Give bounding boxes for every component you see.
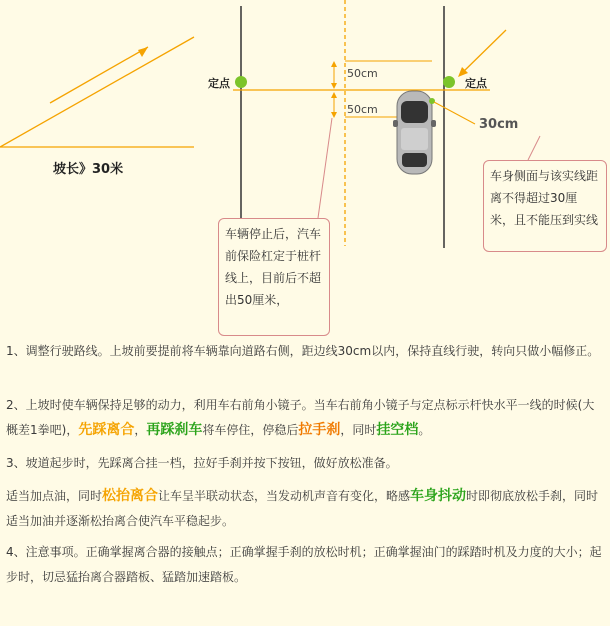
step-2-highlight-clutch: 先踩离合 bbox=[78, 422, 135, 438]
callout-stop-pointer bbox=[318, 118, 332, 218]
step-2-highlight-neutral: 挂空档 bbox=[376, 422, 419, 438]
slope-arrow-head bbox=[138, 47, 148, 57]
dim-top-arrowhead-up bbox=[331, 61, 337, 67]
slope-length-label: 坡长》30米 bbox=[53, 162, 124, 177]
step-2 bbox=[6, 393, 606, 443]
right-stake bbox=[443, 76, 455, 88]
step-3-text-a: 适当加点油，同时 bbox=[6, 489, 103, 503]
step-3-highlight-clutch: 松抬离合 bbox=[102, 488, 159, 504]
dim-bottom-arrowhead-up bbox=[331, 92, 337, 98]
step-3: 3、坡道起步时，先踩离合挂一档，拉好手刹并按下按钮，做好放松准备。 bbox=[6, 456, 398, 470]
step-2-text-b: ， bbox=[134, 423, 147, 437]
step-3-text-c: 时即彻底放松手刹，同时适当加油并逐渐松抬离合使汽车平稳起步。 bbox=[6, 489, 599, 528]
step-2-text-e: 。 bbox=[418, 423, 431, 437]
dim-bottom-label: 50cm bbox=[347, 103, 378, 116]
left-stake bbox=[235, 76, 247, 88]
stake-left-label: 定点 bbox=[208, 77, 230, 90]
slope-line bbox=[0, 37, 194, 147]
step-2-text-c: 将车停住，停稳后 bbox=[202, 423, 299, 437]
step-2-highlight-brake: 再踩刹车 bbox=[146, 422, 203, 438]
mirror-marker bbox=[429, 98, 435, 104]
slope-arrow bbox=[50, 47, 148, 103]
callout-side-distance: 车身侧面与该实线距离不得超过30厘米，且不能压到实线 bbox=[483, 160, 607, 252]
step-3-text-b: 让车呈半联动状态，当发动机声音有变化，略感 bbox=[158, 489, 411, 503]
step-2-highlight-handbrake: 拉手刹 bbox=[298, 422, 341, 438]
stake-right-label: 定点 bbox=[465, 77, 487, 90]
step-2-text-a: 2、上坡时使车辆保持足够的动力，利用车右前角小镜子。当车右前角小镜子与定点标示杆快水平一线的时候(大概差1拳吧)， bbox=[6, 398, 595, 437]
dim-top-arrowhead-down bbox=[331, 83, 337, 89]
step-1: 1、调整行驶路线。上坡前要提前将车辆靠向道路右侧，距边线30cm以内，保持直线行驶，转向只做小幅修正。 bbox=[6, 344, 600, 358]
step-2-text-d: ，同时 bbox=[340, 423, 377, 437]
callout-side-pointer bbox=[528, 136, 540, 160]
dim-bottom-arrowhead-down bbox=[331, 112, 337, 118]
side-dim-leader bbox=[434, 102, 475, 124]
callout-stop-position: 车辆停止后，汽车前保险杠定于桩杆线上，目前后不超出50厘米， bbox=[218, 218, 330, 336]
step-3-detail bbox=[6, 484, 606, 534]
dim-top-label: 50cm bbox=[347, 67, 378, 80]
step-4: 4、注意事项。正确掌握离合器的接触点；正确掌握手刹的放松时机；正确掌握油门的踩踏时机及力度的大小；起步时，切忌猛抬离合器踏板、猛踏加速踏板。 bbox=[6, 545, 602, 584]
car-icon bbox=[393, 91, 436, 174]
step-3-highlight-shake: 车身抖动 bbox=[410, 488, 467, 504]
side-dim-label: 30cm bbox=[479, 117, 519, 132]
stake-pointer-arrow bbox=[461, 30, 506, 74]
